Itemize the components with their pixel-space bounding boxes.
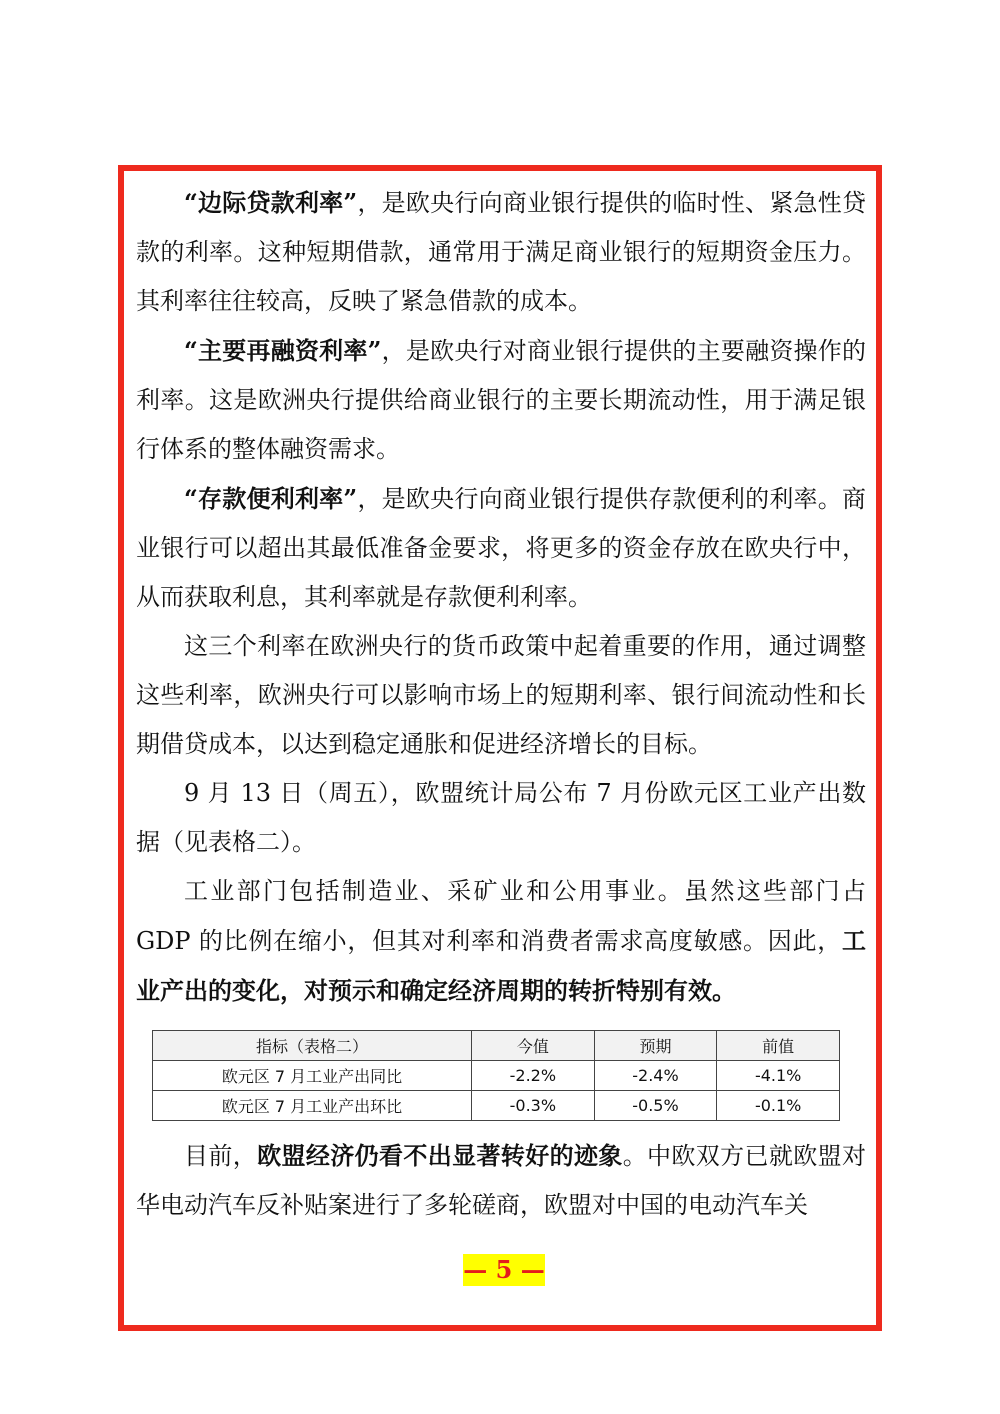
paragraph-industrial-sector: 工业部门包括制造业、采矿业和公用事业。虽然这些部门占 GDP 的比例在缩小，但其对利率和消费者需求高度敏感。因此，工业产出的变化，对预示和确定经济周期的转折特别有效。 — [136, 877, 866, 1005]
table-cell: -0.3% — [472, 1091, 595, 1121]
header-previous: 前值 — [717, 1031, 840, 1061]
term-marginal-lending-rate: “边际贷款利率” — [184, 188, 358, 217]
header-actual: 今值 — [472, 1031, 595, 1061]
emphasis-eu-economy: 欧盟经济仍看不出显著转好的迹象 — [257, 1141, 623, 1170]
table-row — [153, 1061, 840, 1091]
industrial-output-table — [152, 1030, 840, 1121]
paragraph-eurostat-release: 9 月 13 日（周五），欧盟统计局公布 7 月份欧元区工业产出数据（见表格二）。 — [136, 779, 866, 856]
paragraph-marginal-lending-rate: “边际贷款利率”，是欧央行向商业银行提供的临时性、紧急性贷款的利率。这种短期借款，通常用于满足商业银行的短期资金压力。其利率往往较高，反映了紧急借款的成本。 — [136, 188, 867, 315]
paragraph-three-rates: 这三个利率在欧洲央行的货币政策中起着重要的作用，通过调整这些利率，欧洲央行可以影响市场上的短期利率、银行间流动性和长期借贷成本，以达到稳定通胀和促进经济增长的目标。 — [136, 632, 866, 758]
table-cell: -0.1% — [717, 1091, 840, 1121]
paragraph-deposit-facility-rate: “存款便利利率”，是欧央行向商业银行提供存款便利的利率。商业银行可以超出其最低准备金要求，将更多的资金存放在欧央行中，从而获取利息，其利率就是存款便利利率。 — [136, 484, 867, 611]
document-body — [136, 178, 866, 1230]
emphasis-industrial-output: 工业产出的变化，对预示和确定经济周期的转折特别有效。 — [136, 926, 866, 1005]
table-header-row — [153, 1031, 840, 1061]
header-forecast: 预期 — [594, 1031, 717, 1061]
table-cell: 欧元区 7 月工业产出同比 — [153, 1061, 472, 1091]
table-cell: 欧元区 7 月工业产出环比 — [153, 1091, 472, 1121]
table-cell: -2.4% — [594, 1061, 717, 1091]
table-cell: -4.1% — [717, 1061, 840, 1091]
paragraph-closing: 目前，欧盟经济仍看不出显著转好的迹象。中欧双方已就欧盟对华电动汽车反补贴案进行了多轮磋商，欧盟对中国的电动汽车关 — [136, 1141, 867, 1219]
table-cell: -2.2% — [472, 1061, 595, 1091]
table-cell: -0.5% — [594, 1091, 717, 1121]
table-row — [153, 1091, 840, 1121]
page-number: — 5 — — [463, 1255, 545, 1284]
term-main-refinancing-rate: “主要再融资利率” — [184, 336, 382, 365]
paragraph-main-refinancing-rate: “主要再融资利率”，是欧央行对商业银行提供的主要融资操作的利率。这是欧洲央行提供给商业银行的主要长期流动性，用于满足银行体系的整体融资需求。 — [136, 336, 867, 463]
term-deposit-facility-rate: “存款便利利率” — [184, 484, 358, 513]
header-indicator: 指标（表格二） — [153, 1031, 472, 1061]
